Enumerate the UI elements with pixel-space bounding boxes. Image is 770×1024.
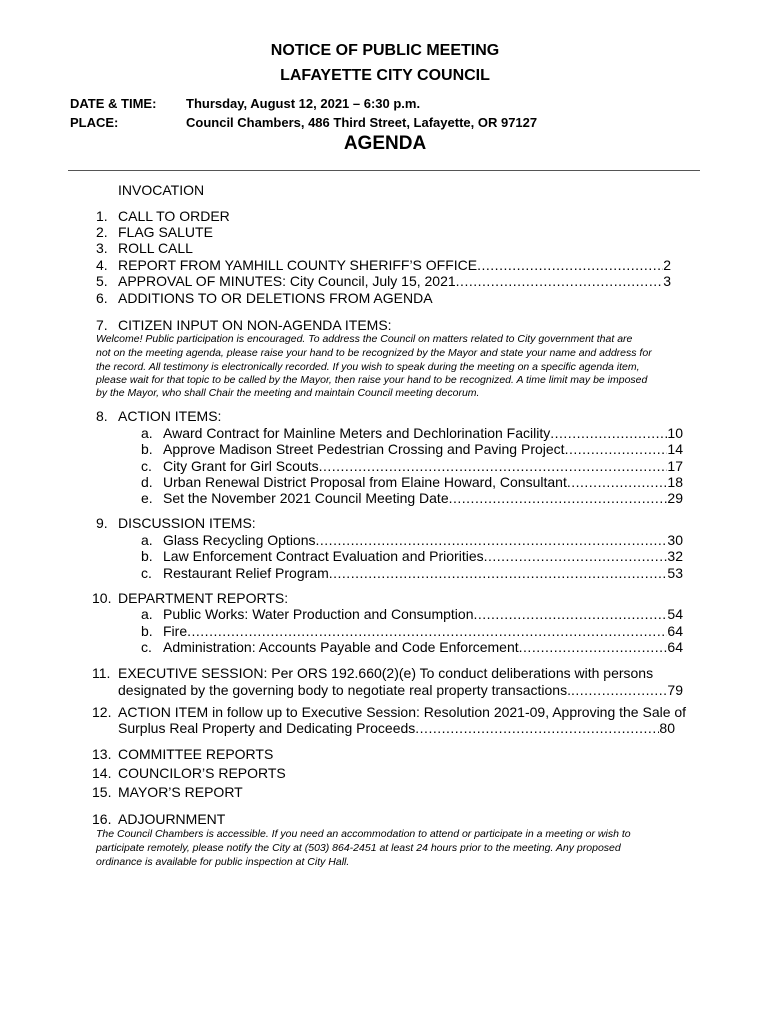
item-number: 13.	[92, 746, 112, 762]
agenda-heading: AGENDA	[343, 133, 427, 154]
department-item-a	[163, 606, 683, 622]
sub-letter: c.	[141, 458, 152, 474]
item-number: 9.	[96, 515, 108, 531]
item-mayors-report: MAYOR’S REPORT	[118, 784, 243, 800]
page-number: 10	[667, 425, 683, 441]
item-sheriff-report	[118, 257, 671, 273]
item-text: Set the November 2021 Council Meeting Date	[163, 490, 449, 506]
followup-line1: ACTION ITEM in follow up to Executive Session: Resolution 2021-09, Approving the Sale of	[118, 704, 687, 720]
department-item-b	[163, 623, 683, 639]
sub-letter: a.	[141, 425, 153, 441]
item-text: Administration: Accounts Payable and Code Enforcement	[163, 639, 519, 655]
item-number: 4.	[96, 257, 108, 273]
item-number: 12.	[92, 704, 112, 720]
date-value: Thursday, August 12, 2021 – 6:30 p.m.	[186, 96, 421, 111]
council-title: LAFAYETTE CITY COUNCIL	[280, 67, 490, 84]
citizen-note-line: the record. All testimony is electronically recorded. If you wish to speak during the meeting on a specific agenda item,	[96, 361, 640, 373]
date-label: DATE & TIME:	[70, 96, 157, 111]
action-item-c	[163, 458, 683, 474]
page-number: 29	[667, 490, 683, 506]
page-number: 64	[667, 639, 683, 655]
sub-letter: c.	[141, 639, 152, 655]
item-number: 1.	[96, 208, 108, 224]
item-text: Public Works: Water Production and Consumption	[163, 606, 474, 622]
sub-letter: c.	[141, 565, 152, 581]
item-councilors-reports: COUNCILOR’S REPORTS	[118, 765, 286, 781]
item-citizen-input: CITIZEN INPUT ON NON-AGENDA ITEMS:	[118, 317, 392, 333]
citizen-note-line: please wait for that topic to be called by the Mayor, then raise your hand to be recognized. A time limit may be imposed	[96, 374, 648, 386]
page-number: 14	[667, 441, 683, 457]
followup-line2	[118, 720, 675, 736]
action-item-b	[163, 441, 683, 457]
item-call-to-order: CALL TO ORDER	[118, 208, 230, 224]
sub-letter: b.	[141, 548, 153, 564]
action-item-d	[163, 474, 683, 490]
discussion-items-heading: DISCUSSION ITEMS:	[118, 515, 256, 531]
item-text: City Grant for Girl Scouts	[163, 458, 319, 474]
footer-note-line: participate remotely, please notify the City at (503) 864-2451 at least 24 hours prior to the meeting. Any proposed	[96, 842, 621, 854]
item-number: 7.	[96, 317, 108, 333]
item-committee-reports: COMMITTEE REPORTS	[118, 746, 274, 762]
sub-letter: a.	[141, 606, 153, 622]
sub-letter: b.	[141, 441, 153, 457]
item-text: Surplus Real Property and Dedicating Proceeds	[118, 720, 416, 736]
item-text: designated by the governing body to negotiate real property transactions.	[118, 682, 571, 698]
citizen-note-line: Welcome! Public participation is encouraged. To address the Council on matters related to City government that are	[96, 333, 633, 345]
executive-session-line2	[118, 682, 683, 698]
item-number: 14.	[92, 765, 112, 781]
item-number: 6.	[96, 290, 108, 306]
invocation: INVOCATION	[118, 182, 205, 198]
citizen-note-line: by the Mayor, who shall Chair the meeting and maintain Council meeting decorum.	[96, 387, 480, 399]
discussion-item-c	[163, 565, 683, 581]
page-number: 17	[667, 458, 683, 474]
place-label: PLACE:	[70, 115, 119, 130]
executive-session-line1: EXECUTIVE SESSION: Per ORS 192.660(2)(e) To conduct deliberations with persons	[118, 665, 654, 681]
item-number: 15.	[92, 784, 112, 800]
item-text: Award Contract for Mainline Meters and Dechlorination Facility	[163, 425, 551, 441]
page-number: 2	[663, 257, 671, 273]
item-text: Approve Madison Street Pedestrian Crossing and Paving Project	[163, 441, 565, 457]
item-number: 5.	[96, 273, 108, 289]
item-adjournment: ADJOURNMENT	[118, 811, 226, 827]
action-items-heading: ACTION ITEMS:	[118, 408, 222, 424]
item-additions-deletions: ADDITIONS TO OR DELETIONS FROM AGENDA	[118, 290, 433, 306]
item-number: 16.	[92, 811, 112, 827]
item-number: 10.	[92, 590, 112, 606]
item-number: 3.	[96, 240, 108, 256]
item-text: REPORT FROM YAMHILL COUNTY SHERIFF’S OFFICE	[118, 257, 478, 273]
place-value: Council Chambers, 486 Third Street, Lafayette, OR 97127	[186, 115, 538, 130]
item-flag-salute: FLAG SALUTE	[118, 224, 213, 240]
item-text: Law Enforcement Contract Evaluation and Priorities	[163, 548, 484, 564]
action-item-a	[163, 425, 683, 441]
department-reports-heading: DEPARTMENT REPORTS:	[118, 590, 289, 606]
item-text: APPROVAL OF MINUTES: City Council, July 15, 2021	[118, 273, 456, 289]
page-number: 79	[667, 682, 683, 698]
sub-letter: d.	[141, 474, 153, 490]
item-text: Glass Recycling Options	[163, 532, 316, 548]
department-item-c	[163, 639, 683, 655]
item-text: Fire	[163, 623, 188, 639]
header-divider	[68, 170, 700, 171]
page-number: 54	[667, 606, 683, 622]
footer-note-line: ordinance is available for public inspection at City Hall.	[96, 856, 350, 868]
page-number: 3	[663, 273, 671, 289]
item-roll-call: ROLL CALL	[118, 240, 193, 256]
page-number: 80	[659, 720, 675, 736]
page-number: 30	[667, 532, 683, 548]
page-number: 32	[667, 548, 683, 564]
sub-letter: a.	[141, 532, 153, 548]
sub-letter: e.	[141, 490, 153, 506]
sub-letter: b.	[141, 623, 153, 639]
footer-note-line: The Council Chambers is accessible. If you need an accommodation to attend or participate in a meeting or wish to	[96, 828, 631, 840]
item-number: 2.	[96, 224, 108, 240]
page-number: 53	[667, 565, 683, 581]
item-number: 11.	[92, 665, 111, 681]
page-number: 64	[667, 623, 683, 639]
item-text: Urban Renewal District Proposal from Elaine Howard, Consultant	[163, 474, 567, 490]
item-approval-minutes	[118, 273, 671, 289]
page-number: 18	[667, 474, 683, 490]
discussion-item-b	[163, 548, 683, 564]
discussion-item-a	[163, 532, 683, 548]
notice-title: NOTICE OF PUBLIC MEETING	[270, 42, 500, 59]
item-number: 8.	[96, 408, 108, 424]
action-item-e	[163, 490, 683, 506]
citizen-note-line: not on the meeting agenda, please raise your hand to be recognized by the Mayor and state your name and address for	[96, 347, 652, 359]
item-text: Restaurant Relief Program	[163, 565, 329, 581]
